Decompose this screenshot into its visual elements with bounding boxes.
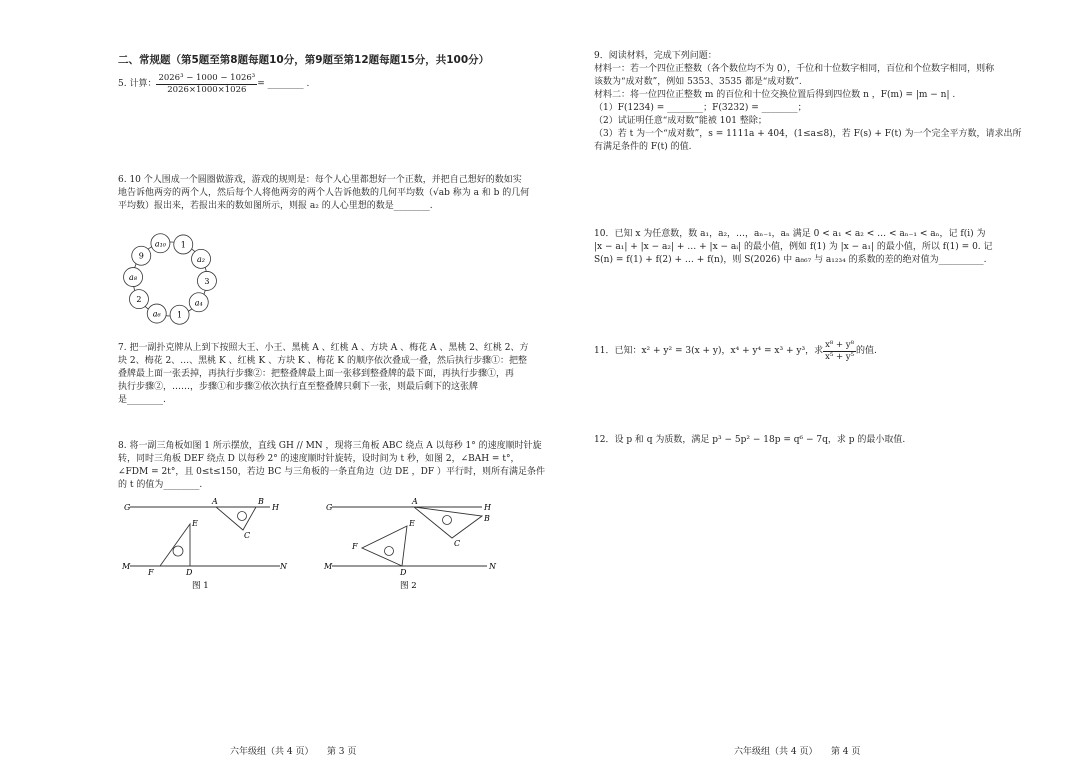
label-a: A — [212, 497, 218, 506]
q9-line: 该数为“成对数”，例如 5353、3535 都是“成对数”. — [594, 77, 802, 87]
question-8 — [118, 440, 545, 492]
q6-circle-diagram — [110, 228, 230, 330]
q8-figure-1 — [120, 496, 290, 592]
triangle-def — [362, 526, 407, 566]
q6-nodes — [124, 234, 217, 324]
label-b: B — [258, 497, 264, 506]
label-e: E — [192, 519, 198, 528]
q10-line: |x − a₁| + |x − a₂| + … + |x − aᵢ| 的最小值，例如 f(1) 为 |x − a₁| 的最小值，所以 f(1) = 0. 记 — [594, 242, 993, 252]
q11-prefix: 11．已知：x² + y² = 3(x + y)，x⁴ + y⁴ = x³ + y³，求 — [594, 346, 824, 356]
triangle-abc-hole — [443, 516, 452, 525]
label-b: B — [484, 514, 490, 523]
label-h: H — [484, 503, 491, 512]
q11-fraction — [823, 340, 856, 363]
label-e: E — [409, 519, 415, 528]
label-d: D — [186, 568, 193, 577]
q5-prefix: 5. 计算： — [118, 79, 157, 89]
question-11 — [594, 340, 877, 363]
ring-node-label: 2 — [136, 295, 142, 305]
label-n: N — [489, 562, 496, 571]
ring-node-label: 9 — [138, 251, 144, 261]
ring-node-label: 1 — [177, 310, 183, 320]
q9-line: （2）试证明任意“成对数”能被 101 整除； — [594, 116, 767, 126]
label-f: F — [148, 568, 154, 577]
q11-denominator: x⁵ + y⁵ — [825, 352, 855, 362]
q7-line: 7. 把一副扑克牌从上到下按照大王、小王、黑桃 A 、红桃 A 、方块 A 、梅花 A 、黑桃 2、红桃 2、方 — [118, 343, 529, 353]
q8-line: 转，同时三角板 DEF 绕点 D 以每秒 2° 的速度顺时针旋转，设时间为 t 秒，如图 2，∠BAH = t°， — [118, 454, 520, 464]
q10-line: 10．已知 x 为任意数，数 a₁，a₂，…，aₙ₋₁，aₙ 满足 0 < a₁ < a₂ < … < aₙ₋₁ < aₙ，记 f(i) 为 — [594, 229, 986, 239]
q8-line: 的 t 的值为________. — [118, 480, 203, 490]
question-7 — [118, 342, 529, 407]
q11-suffix: 的值. — [856, 346, 877, 356]
q9-line: 有满足条件的 F(t) 的值. — [594, 142, 692, 152]
q9-line: 材料二：将一位四位正整数 m 的百位和十位交换位置后得到四位数 n ，F(m) = |m − n| . — [594, 90, 956, 100]
q7-line: 是________. — [118, 395, 166, 405]
fig2-caption: 图 2 — [400, 581, 417, 591]
q7-line: 叠牌最上面一张丢掉，再执行步骤②：把整叠牌最上面一张移到整叠牌的最下面，再执行步骤①，再 — [118, 369, 515, 379]
q9-line: 9．阅读材料，完成下列问题： — [594, 51, 717, 61]
ring-node-label: a₂ — [197, 254, 206, 264]
label-n: N — [280, 562, 287, 571]
ring-node-label: 3 — [204, 276, 210, 286]
label-g: G — [124, 503, 131, 512]
question-5 — [118, 73, 309, 96]
q5-denominator: 2026×1000×1026 — [167, 85, 247, 95]
triangle-abc — [414, 507, 482, 538]
label-g: G — [326, 503, 333, 512]
question-9 — [594, 50, 1022, 154]
label-c: C — [454, 539, 461, 548]
label-c: C — [244, 531, 251, 540]
q7-line: 块 2、梅花 2、…、黑桃 K 、红桃 K 、方块 K 、梅花 K 的顺序依次叠成一叠，然后执行步骤①：把整 — [118, 356, 527, 366]
triangle-def-hole — [173, 546, 183, 556]
q11-numerator: x⁸ + y⁸ — [825, 340, 855, 350]
triangle-abc-hole — [238, 512, 247, 521]
label-m: M — [324, 562, 333, 571]
q8-line: 8. 将一副三角板如图 1 所示摆放，直线 GH // MN ，现将三角板 ABC 绕点 A 以每秒 1° 的速度顺时针旋 — [118, 441, 542, 451]
ring-node-label: a₈ — [129, 273, 138, 283]
q5-suffix: = ________ . — [257, 79, 310, 89]
q5-numerator: 2026³ − 1000 − 1026³ — [158, 73, 256, 83]
ring-node-label: 1 — [180, 240, 186, 250]
label-f: F — [352, 542, 358, 551]
triangle-abc — [216, 507, 256, 530]
q9-line: （1）F(1234) = ________；F(3232) = ________； — [594, 103, 807, 113]
section-heading: 二、常规题（第5题至第8题每题10分，第9题至第12题每题15分，共100分） — [118, 54, 490, 66]
q5-fraction — [156, 73, 257, 96]
triangle-def-hole — [385, 547, 394, 556]
label-d: D — [400, 568, 407, 577]
fig1-caption: 图 1 — [192, 581, 209, 591]
question-6 — [118, 174, 529, 213]
q8-line: ∠FDM = 2t°，且 0≤t≤150，若边 BC 与三角板的一条直角边（边 DE ，DF ）平行时，则所有满足条件 — [118, 467, 546, 477]
q9-line: （3）若 t 为一个“成对数”，s = 1111a + 404，(1≤a≤8)，若 F(s) + F(t) 为一个完全平方数，请求出所 — [594, 129, 1022, 139]
q8-figure-2 — [322, 496, 502, 592]
label-a: A — [412, 497, 418, 506]
q6-line: 平均数）报出来，若报出来的数如图所示，则报 a₂ 的人心里想的数是________. — [118, 201, 433, 211]
question-12: 12．设 p 和 q 为质数，满足 p³ − 5p² − 18p = q⁶ − 7q，求 p 的最小取值. — [594, 435, 906, 445]
label-m: M — [122, 562, 131, 571]
ring-node-label: a₁₀ — [154, 239, 167, 249]
triangle-def — [160, 524, 190, 566]
ring-node-label: a₆ — [152, 309, 161, 319]
footer-left: 六年级组（共 4 页） 第 3 页 — [230, 747, 357, 757]
q10-line: S(n) = f(1) + f(2) + … + f(n)，则 S(2026) 中 a₈₆₇ 与 a₁₂₃₄ 的系数的差的绝对值为__________. — [594, 255, 987, 265]
question-10 — [594, 228, 993, 267]
q9-line: 材料一：若一个四位正整数（各个数位均不为 0），千位和十位数字相同，百位和个位数字相同，则称 — [594, 64, 995, 74]
footer-right: 六年级组（共 4 页） 第 4 页 — [734, 747, 861, 757]
ring-node-label: a₄ — [194, 298, 203, 308]
q6-line: 地告诉他两旁的两个人，然后每个人将他两旁的两个人告诉他数的几何平均数（√ab 称为 a 和 b 的几何 — [118, 188, 530, 198]
q6-line: 6. 10 个人围成一个圆圈做游戏，游戏的规则是：每个人心里都想好一个正数，并把自己想好的数如实 — [118, 175, 522, 185]
q7-line: 执行步骤②，……，步骤①和步骤②依次执行直至整叠牌只剩下一张，则最后剩下的这张牌 — [118, 382, 479, 392]
label-h: H — [272, 503, 279, 512]
